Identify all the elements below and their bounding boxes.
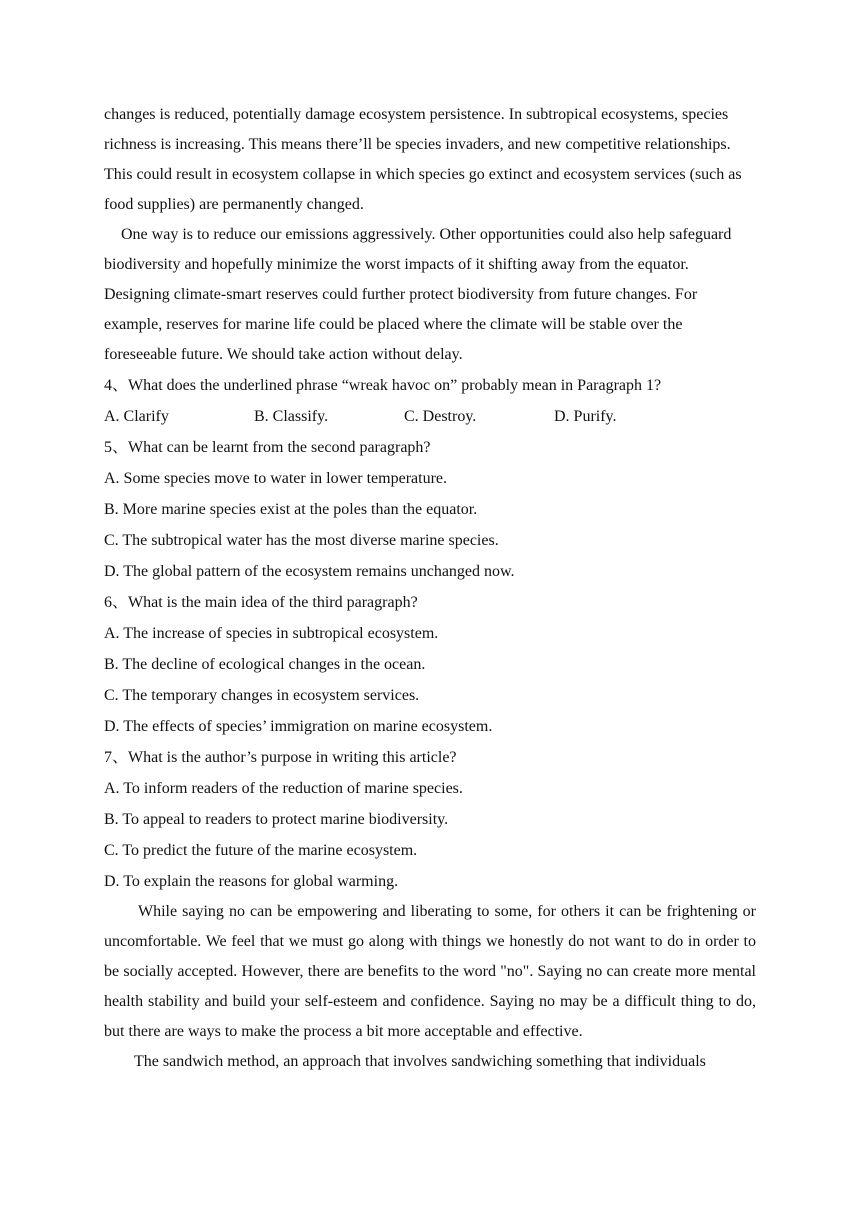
option-b: B. Classify. (254, 408, 329, 425)
option-c: C. To predict the future of the marine ecosystem. (104, 842, 418, 859)
question-7 (104, 742, 756, 897)
passage1-paragraph-end: changes is reduced, potentially damage ecosystem persistence. In subtropical ecosystems, species richness is increasing. This means there’ll be species invaders, and new competitive relationships. This could result in ecosystem collapse in which species go extinct and ecosystem services (such as food supplies) are permanently changed. (104, 106, 742, 213)
option-d: D. The effects of species’ immigration on marine ecosystem. (104, 718, 493, 735)
question-5-stem: 5、What can be learnt from the second paragraph? (104, 439, 431, 456)
passage2-paragraph-1: While saying no can be empowering and liberating to some, for others it can be frightening or uncomfortable. We feel that we must go along with things we honestly do not want to do in order to be socially accepted. However, there are benefits to the word "no". Saying no can create more mental health stability and build your self-esteem and confidence. Saying no may be a difficult thing to do, but there are ways to make the process a bit more acceptable and effective. (104, 903, 756, 1040)
option-d: D. Purify. (554, 408, 617, 425)
option-b: B. More marine species exist at the poles than the equator. (104, 501, 478, 518)
passage1-paragraph-last: One way is to reduce our emissions aggressively. Other opportunities could also help safeguard biodiversity and hopefully minimize the worst impacts of it shifting away from the equator. Designing climate-smart reserves could further protect biodiversity from future changes. For example, reserves for marine life could be placed where the climate will be stable over the foreseeable future. We should take action without delay. (104, 226, 732, 363)
option-b: B. The decline of ecological changes in the ocean. (104, 656, 426, 673)
option-a: A. Some species move to water in lower temperature. (104, 470, 447, 487)
question-4-stem: 4、What does the underlined phrase “wreak havoc on” probably mean in Paragraph 1? (104, 377, 662, 394)
question-5 (104, 432, 756, 587)
document-page (104, 100, 756, 1077)
option-d: D. To explain the reasons for global warming. (104, 873, 399, 890)
question-6-stem: 6、What is the main idea of the third paragraph? (104, 594, 418, 611)
option-c: C. The temporary changes in ecosystem services. (104, 687, 420, 704)
option-b: B. To appeal to readers to protect marine biodiversity. (104, 811, 449, 828)
question-4-options (104, 401, 756, 432)
option-c: C. The subtropical water has the most diverse marine species. (104, 532, 499, 549)
question-6 (104, 587, 756, 742)
option-a: A. The increase of species in subtropical ecosystem. (104, 625, 439, 642)
question-4 (104, 370, 756, 432)
question-7-stem: 7、What is the author’s purpose in writing this article? (104, 749, 457, 766)
passage2-paragraph-2: The sandwich method, an approach that involves sandwiching something that individuals (134, 1053, 706, 1070)
option-a: A. To inform readers of the reduction of marine species. (104, 780, 463, 797)
option-a: A. Clarify (104, 408, 169, 425)
option-d: D. The global pattern of the ecosystem remains unchanged now. (104, 563, 515, 580)
option-c: C. Destroy. (404, 408, 477, 425)
